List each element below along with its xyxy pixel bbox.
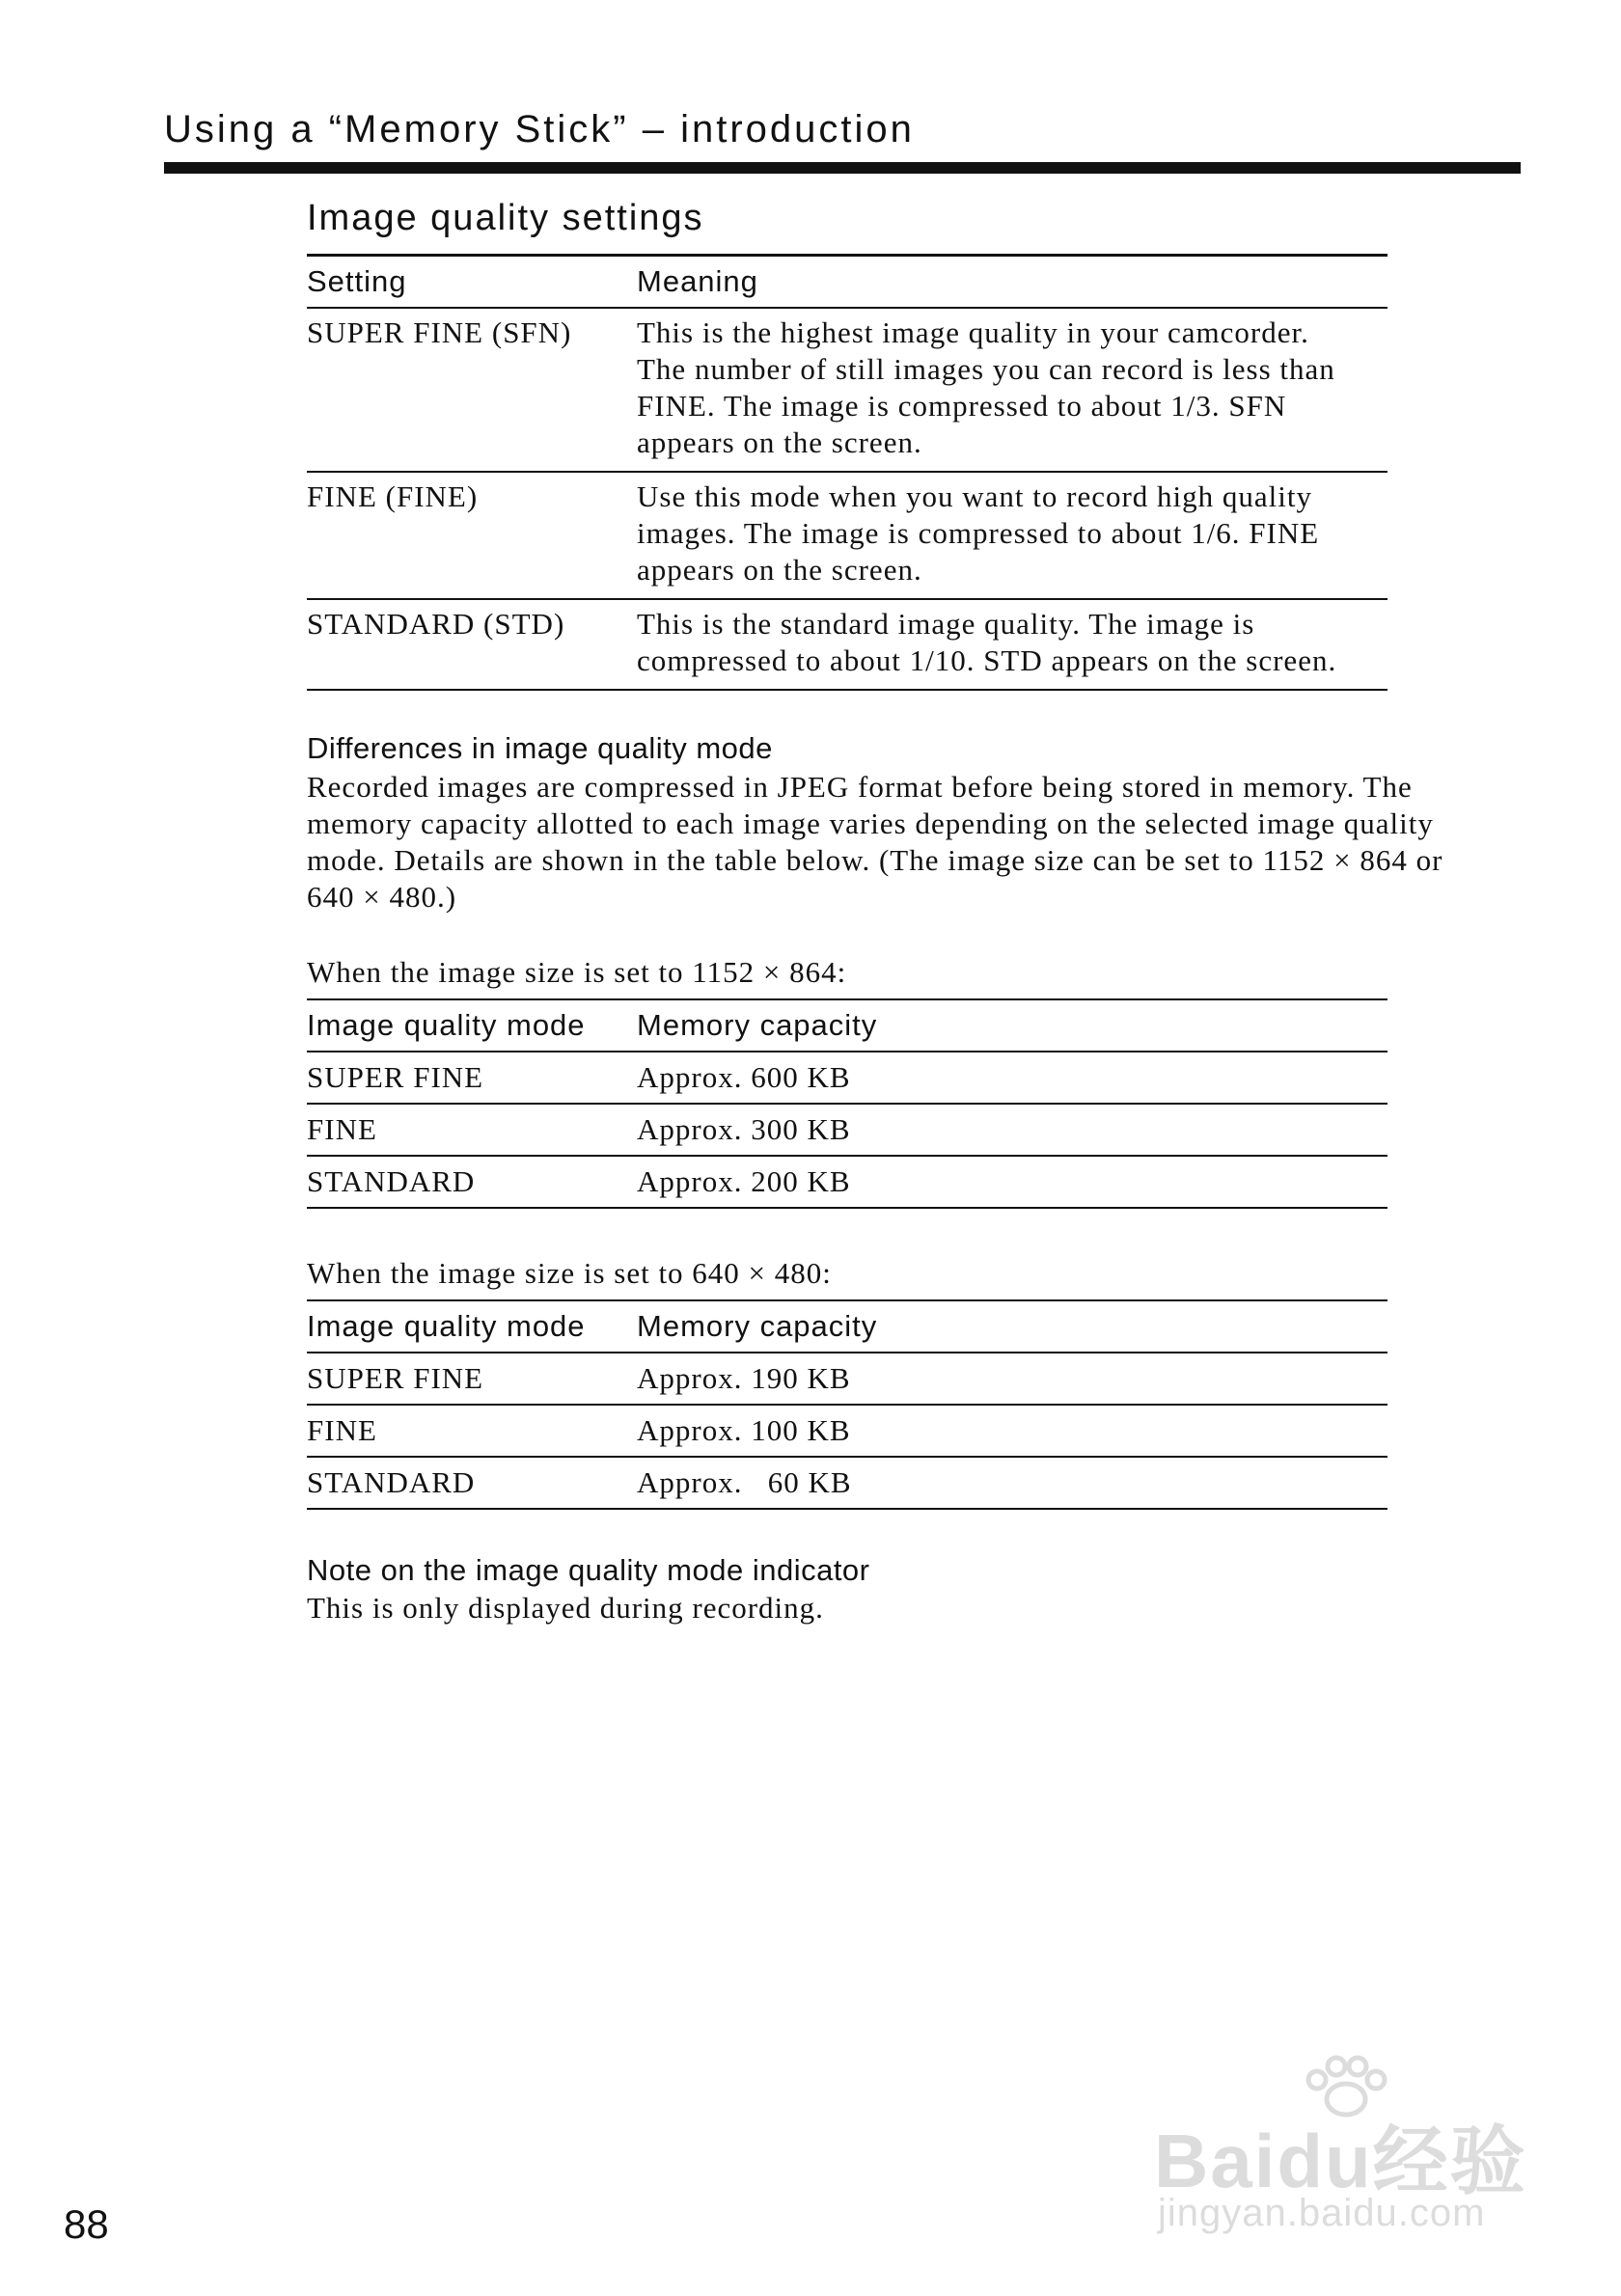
capacity-cell: Approx. 600 KB xyxy=(637,1052,1387,1104)
mode-cell: SUPER FINE xyxy=(307,1052,637,1104)
table-row xyxy=(307,1353,1387,1405)
settings-table xyxy=(307,254,1387,691)
setting-cell: STANDARD (STD) xyxy=(307,607,565,641)
paragraph-line: mode. Details are shown in the table below. (The image size can be set to 1152 × 864 or xyxy=(307,843,1443,877)
setting-cell: FINE (FINE) xyxy=(307,472,637,599)
watermark-url: jingyan.baidu.com xyxy=(1158,2192,1486,2234)
note-text: This is only displayed during recording. xyxy=(307,1591,824,1625)
differences-heading: Differences in image quality mode xyxy=(307,731,773,765)
capacity-table-header xyxy=(307,1300,1387,1353)
capacity-cell: Approx. 200 KB xyxy=(637,1156,1387,1208)
header-quality-mode: Image quality mode xyxy=(307,1300,637,1353)
paragraph-line: Recorded images are compressed in JPEG format before being stored in memory. The xyxy=(307,770,1413,804)
meaning-line: This is the highest image quality in your camcorder. xyxy=(637,315,1309,349)
meaning-cell xyxy=(637,599,1387,690)
meaning-line: This is the standard image quality. The image is xyxy=(637,607,1255,641)
meaning-cell xyxy=(637,308,1387,472)
settings-header-meaning: Meaning xyxy=(637,256,1387,309)
settings-header-setting: Setting xyxy=(307,256,637,309)
mode-cell: STANDARD xyxy=(307,1156,637,1208)
mode-cell: STANDARD xyxy=(307,1457,637,1509)
settings-table-header xyxy=(307,256,1387,309)
capacity-cell: Approx. 300 KB xyxy=(637,1104,1387,1156)
header-quality-mode: Image quality mode xyxy=(307,999,637,1052)
caption-640: When the image size is set to 640 × 480: xyxy=(307,1256,832,1290)
capacity-cell: Approx. 100 KB xyxy=(637,1405,1387,1457)
meaning-line: Use this mode when you want to record high quality xyxy=(637,479,1313,513)
capacity-table-1152 xyxy=(307,998,1387,1209)
differences-paragraph xyxy=(307,769,1532,916)
paragraph-line: memory capacity allotted to each image varies depending on the selected image quality xyxy=(307,806,1434,840)
header-rule xyxy=(164,162,1521,174)
header-memory-capacity: Memory capacity xyxy=(637,999,1387,1052)
note-heading: Note on the image quality mode indicator xyxy=(307,1553,870,1587)
capacity-cell: Approx. 190 KB xyxy=(637,1353,1387,1405)
table-row xyxy=(307,1457,1387,1509)
mode-cell: FINE xyxy=(307,1405,637,1457)
watermark-logo-text: Baidu经验 xyxy=(1154,2118,1527,2203)
table-row xyxy=(307,1052,1387,1104)
mode-cell: FINE xyxy=(307,1104,637,1156)
table-row xyxy=(307,1156,1387,1208)
meaning-line: The number of still images you can record is less than xyxy=(637,352,1335,386)
table-row xyxy=(307,308,1387,472)
capacity-cell: Approx. 60 KB xyxy=(637,1457,1387,1509)
capacity-table-640 xyxy=(307,1299,1387,1510)
table-row xyxy=(307,599,1387,690)
capacity-table-header xyxy=(307,999,1387,1052)
mode-cell: SUPER FINE xyxy=(307,1353,637,1405)
table-row xyxy=(307,1104,1387,1156)
table-row xyxy=(307,1405,1387,1457)
paragraph-line: 640 × 480.) xyxy=(307,880,457,914)
meaning-line: appears on the screen. xyxy=(637,553,922,587)
meaning-line: FINE. The image is compressed to about 1/3. SFN xyxy=(637,389,1287,423)
meaning-line: compressed to about 1/10. STD appears on the screen. xyxy=(637,643,1337,677)
meaning-cell xyxy=(637,472,1387,599)
section-title: Image quality settings xyxy=(307,198,704,238)
page-header-title: Using a “Memory Stick” – introduction xyxy=(164,108,915,150)
caption-1152: When the image size is set to 1152 × 864: xyxy=(307,955,847,989)
table-row xyxy=(307,472,1387,599)
setting-cell: SUPER FINE (SFN) xyxy=(307,308,637,472)
meaning-line: images. The image is compressed to about 1/6. FINE xyxy=(637,516,1320,550)
meaning-line: appears on the screen. xyxy=(637,425,922,459)
page-number: 88 xyxy=(64,2201,109,2247)
header-memory-capacity: Memory capacity xyxy=(637,1300,1387,1353)
